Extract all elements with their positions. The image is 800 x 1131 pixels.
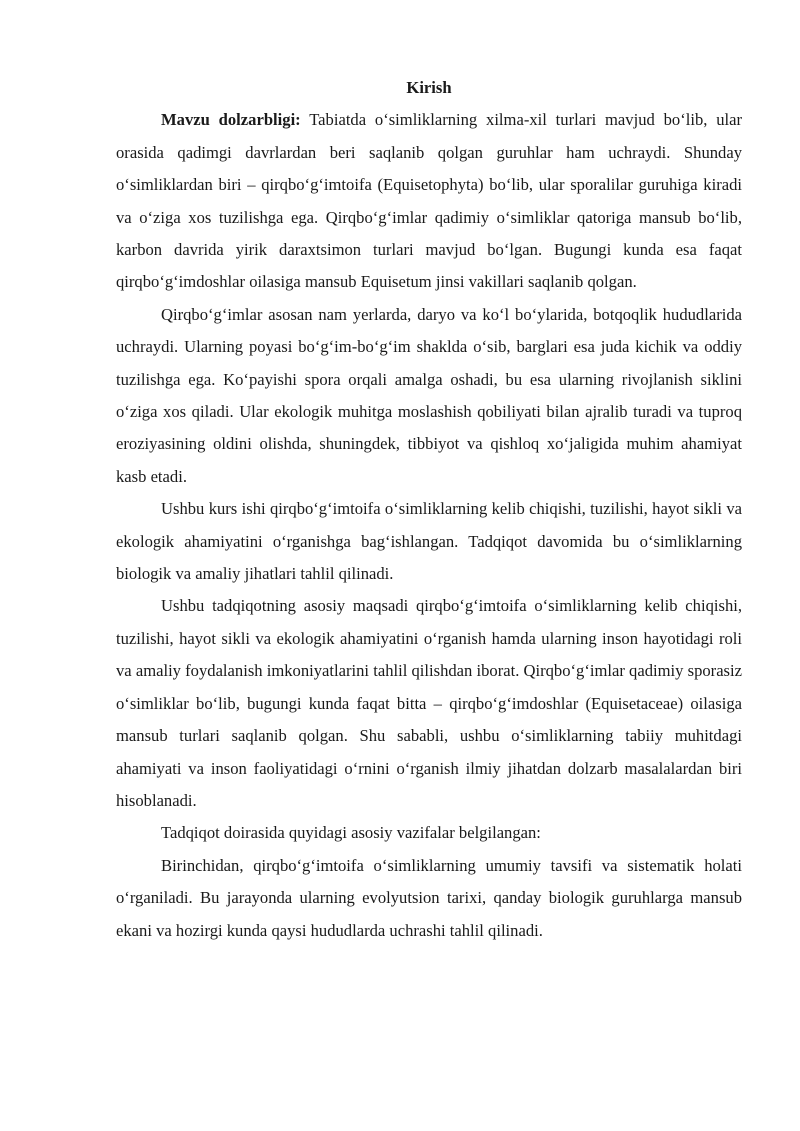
body-paragraph-aim: Ushbu tadqiqotning asosiy maqsadi qirqbo‘g‘imtoifa o‘simliklarning kelib chiqishi, tuzilishi, hayot sikli va ekologik ahamiyatini o‘rganish hamda ularning inson hayotidagi roli va amaliy foydalanish imkoniyatlarini tahlil qilishdan iborat. Qirqbo‘g‘imlar qadimiy sporasiz o‘simliklar bo‘lib, bugungi kunda faqat bitta – qirqbo‘g‘imdoshlar (Equisetaceae) oilasiga mansub turlari saqlanib qolgan. Shu sababli, ushbu o‘simliklarning tabiiy muhitdagi ahamiyati va inson faoliyatidagi o‘rnini o‘rganish ilmiy jihatdan dolzarb masalalardan biri hisoblanadi. [116,596,742,810]
body-paragraph-habitat: Qirqbo‘g‘imlar asosan nam yerlarda, daryo va ko‘l bo‘ylarida, botqoqlik hududlarida uchraydi. Ularning poyasi bo‘g‘im-bo‘g‘im shaklda o‘sib, barglari esa juda kichik va oddiy tuzilishga ega. Ko‘payishi spora orqali amalga oshadi, bu esa ularning rivojlanish siklini o‘ziga xos qiladi. Ular ekologik muhitga moslashish qobiliyati bilan ajralib turadi va tuproq eroziyasining oldini olishda, shuningdek, tibbiyot va qishloq xo‘jaligida muhim ahamiyat kasb etadi. [116,304,742,486]
intro-paragraph [116,104,742,298]
document-page [116,72,742,947]
body-paragraph-first-task: Birinchidan, qirqbo‘g‘imtoifa o‘simliklarning umumiy tavsifi va sistematik holati o‘rganiladi. Bu jarayonda ularning evolyutsion tarixi, qanday biologik guruhlarga mansub ekani va hozirgi kunda qaysi hududlarda uchrashi tahlil qilinadi. [116,855,742,940]
intro-text: Tabiatda o‘simliklarning xilma-xil turlari mavjud bo‘lib, ular orasida qadimgi davrlardan beri saqlanib qolgan guruhlar ham uchraydi. Shunday o‘simliklardan biri – qirqbo‘g‘imtoifa (Equisetophyta) bo‘lib, ular sporalilar guruhiga kiradi va o‘ziga xos tuzilishga ega. Qirqbo‘g‘imlar qadimiy o‘simliklar qatoriga mansub bo‘lib, karbon davrida yirik daraxtsimon turlari mavjud bo‘lgan. Bugungi kunda esa faqat qirqbo‘g‘imdoshlar oilasiga mansub Equisetum jinsi vakillari saqlanib qolgan. [116,110,742,292]
body-paragraph-tasks-intro: Tadqiqot doirasida quyidagi asosiy vazifalar belgilangan: [161,823,541,843]
document-title: Kirish [406,78,452,97]
body-paragraph-purpose: Ushbu kurs ishi qirqbo‘g‘imtoifa o‘simliklarning kelib chiqishi, tuzilishi, hayot sikli va ekologik ahamiyatini o‘rganishga bag‘ishlangan. Tadqiqot davomida bu o‘simliklarning biologik va amaliy jihatlari tahlil qilinadi. [116,499,742,584]
intro-lead: Mavzu dolzarbligi: [161,110,301,130]
